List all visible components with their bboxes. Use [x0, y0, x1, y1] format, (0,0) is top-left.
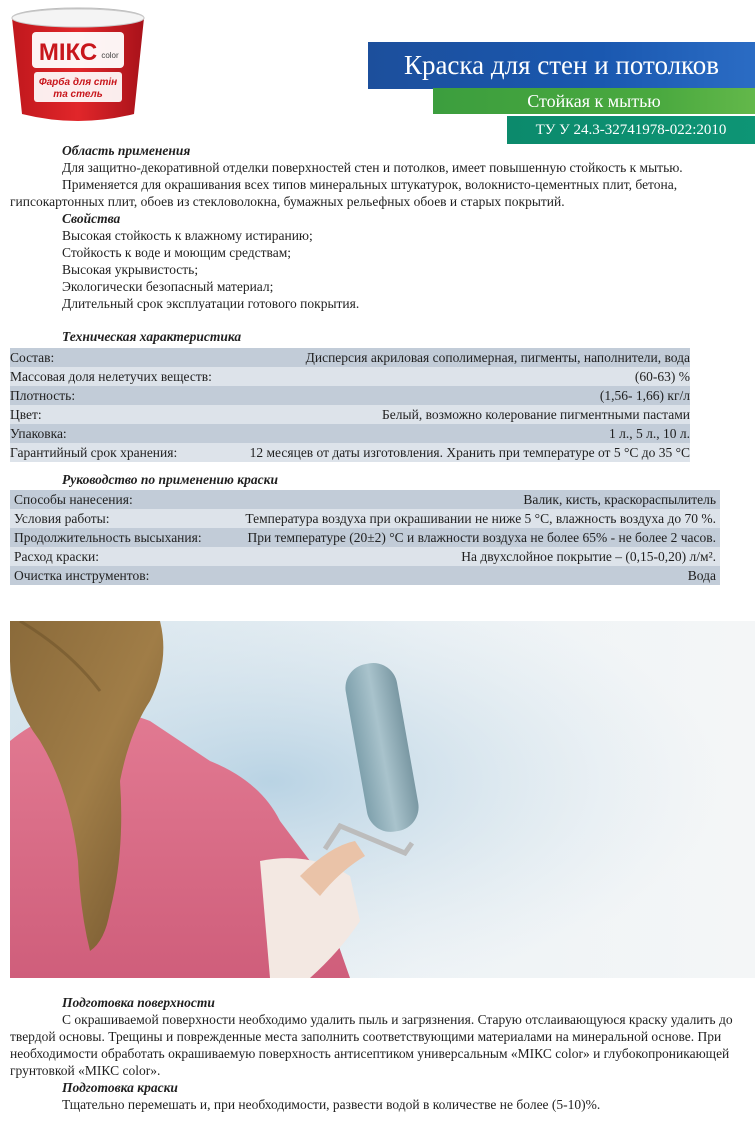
- product-subtitle-banner: Стойкая к мытью: [433, 88, 755, 114]
- table-row: [10, 566, 720, 585]
- row-label: Расход краски:: [14, 549, 99, 564]
- row-label: Плотность:: [10, 388, 76, 403]
- guide-heading: Руководство по применению краски: [62, 472, 278, 487]
- product-bucket-image: [6, 6, 151, 124]
- woman-painting-wall-photo: [10, 621, 755, 978]
- row-value: При температуре (20±2) °С и влажности воздуха не более 65% - не более 2 часов.: [247, 530, 716, 545]
- row-value: (60-63) %: [634, 369, 690, 384]
- table-row: [10, 528, 720, 547]
- row-label: Условия работы:: [14, 511, 110, 526]
- properties-heading: Свойства: [62, 211, 121, 226]
- row-label: Гарантийный срок хранения:: [10, 445, 178, 460]
- usage-paragraph-2: Применяется для окрашивания всех типов минеральных штукатурок, волокнисто-цементных плит, бетона, гипсокартонных плит, обоев из стекловолокна, бумажных рельефных обоев и старых покрытий.: [10, 177, 678, 209]
- properties-item: Высокая укрывистость;: [62, 262, 199, 277]
- svg-text:Фарба для стін: Фарба для стін: [38, 77, 118, 88]
- tech-table: [10, 348, 690, 462]
- table-row: [10, 348, 690, 367]
- row-label: Продолжительность высыхания:: [14, 530, 202, 545]
- surface-section: [10, 994, 745, 1113]
- row-label: Состав:: [10, 350, 55, 365]
- row-value: На двухслойное покрытие – (0,15-0,20) л/м².: [461, 549, 716, 564]
- guide-table: [10, 490, 720, 585]
- product-title-banner: Краска для стен и потолков: [368, 42, 755, 89]
- usage-paragraph-1: Для защитно-декоративной отделки поверхностей стен и потолков, имеет повышенную стойкость к мытью.: [62, 160, 683, 175]
- row-value: Температура воздуха при окрашивании не ниже 5 °С, влажность воздуха до 70 %.: [245, 511, 716, 526]
- table-row: [10, 424, 690, 443]
- row-label: Цвет:: [10, 407, 42, 422]
- row-label: Способы нанесения:: [14, 492, 133, 507]
- properties-item: Длительный срок эксплуатации готового покрытия.: [62, 296, 360, 311]
- row-value: 1 л., 5 л., 10 л.: [609, 426, 690, 441]
- row-value: Белый, возможно колерование пигментными пастами: [382, 407, 690, 422]
- row-value: 12 месяцев от даты изготовления. Хранить при температуре от 5 °С до 35 °С: [249, 445, 690, 460]
- properties-item: Стойкость к воде и моющим средствам;: [62, 245, 292, 260]
- svg-text:та стель: та стель: [53, 89, 103, 100]
- usage-heading: Область применения: [62, 143, 191, 158]
- properties-item: Экологически безопасный материал;: [62, 279, 274, 294]
- table-row: [10, 443, 690, 462]
- row-value: (1,56- 1,66) кг/л: [599, 388, 690, 403]
- surface-heading: Подготовка поверхности: [62, 995, 215, 1010]
- row-value: Дисперсия акриловая сополимерная, пигменты, наполнители, вода: [305, 350, 690, 365]
- row-label: Упаковка:: [10, 426, 67, 441]
- table-row: [10, 367, 690, 386]
- table-row: [10, 490, 720, 509]
- properties-item: Высокая стойкость к влажному истиранию;: [62, 228, 313, 243]
- paint-prep-paragraph: Тщательно перемешать и, при необходимости, развести водой в количестве не более (5-10)%.: [62, 1097, 601, 1112]
- row-label: Массовая доля нелетучих веществ:: [10, 369, 212, 384]
- row-value: Валик, кисть, краскораспылитель: [523, 492, 716, 507]
- tech-heading: Техническая характеристика: [62, 329, 242, 344]
- standard-code-banner: ТУ У 24.3-32741978-022:2010: [507, 116, 755, 144]
- table-row: [10, 405, 690, 424]
- svg-text:color: color: [101, 51, 119, 60]
- row-value: Вода: [687, 568, 716, 583]
- table-row: [10, 509, 720, 528]
- row-label: Очистка инструментов:: [14, 568, 150, 583]
- table-row: [10, 547, 720, 566]
- usage-section: [10, 142, 745, 312]
- table-row: [10, 386, 690, 405]
- surface-paragraph: С окрашиваемой поверхности необходимо удалить пыль и загрязнения. Старую отслаивающуюся краску удалить до твердой основы. Трещины и поврежденные места заполнить соответствующими материалами на минеральной основе. При необходимости обработать окрашиваемую поверхность антисептиком универсальным «МІКС color» и глубокопроникающей грунтовкой «МІКС color».: [10, 1012, 733, 1078]
- brand-logo-text: МІКС: [38, 39, 98, 66]
- paint-prep-heading: Подготовка краски: [62, 1080, 178, 1095]
